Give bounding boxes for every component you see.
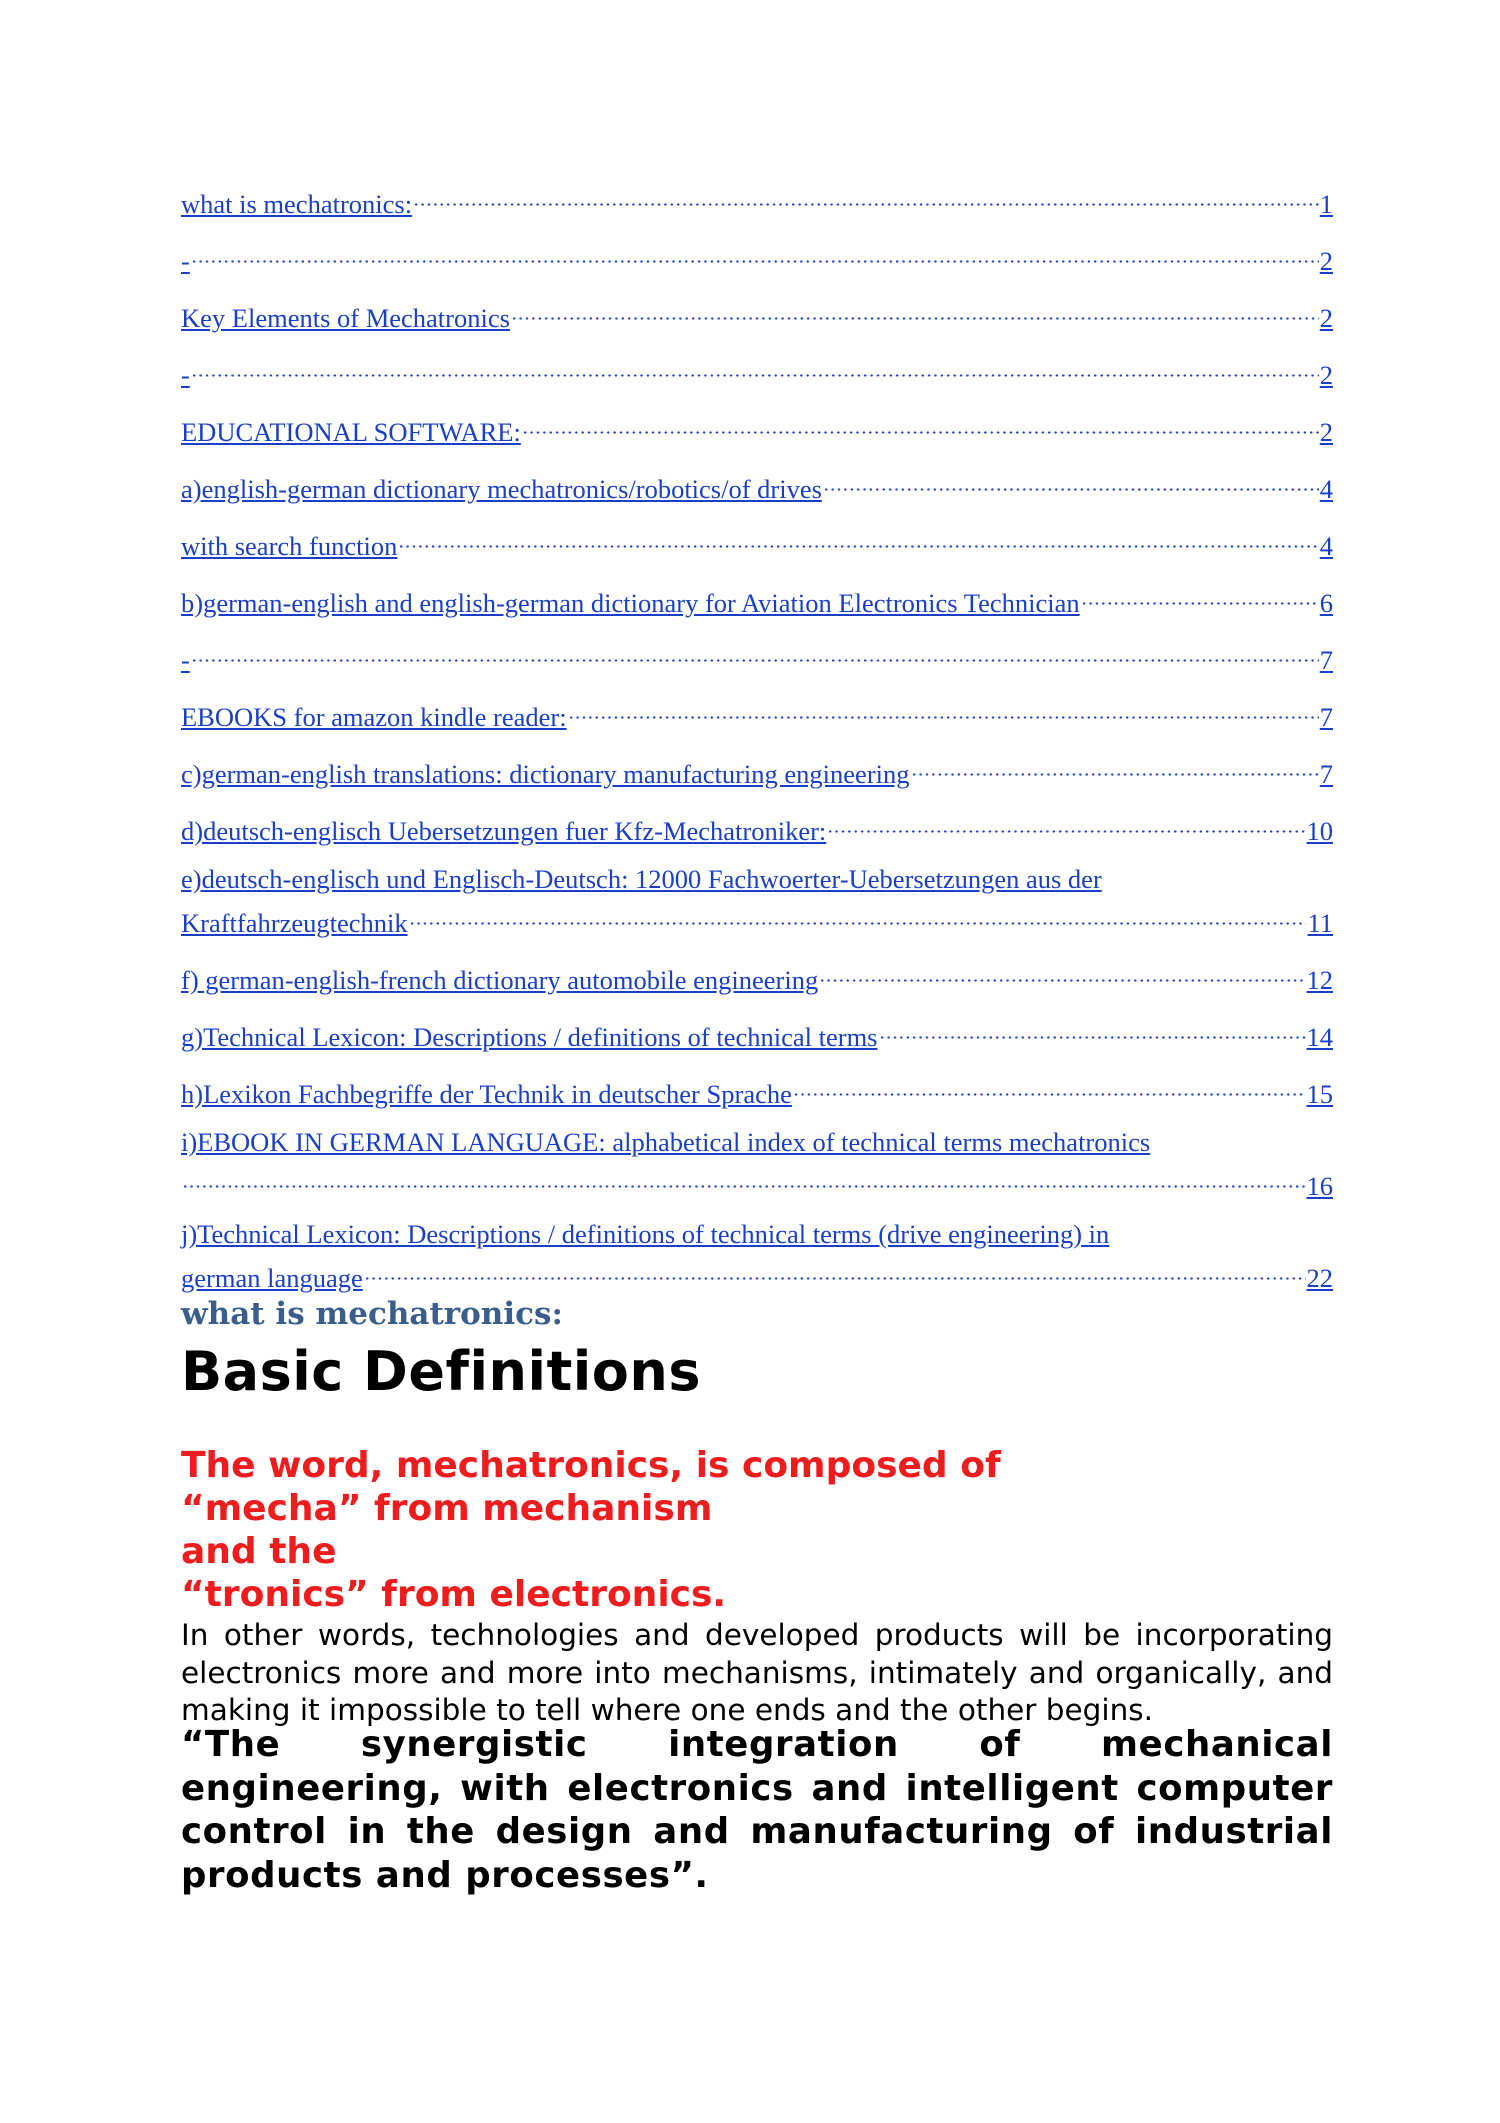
toc-entry-title: e)deutsch-englisch und Englisch-Deutsch: 12000 Fachwoerter-Uebersetzungen aus der — [181, 864, 1102, 894]
toc-leader-dots — [191, 634, 1319, 669]
toc-entry-title: c)german-english translations: dictionary manufacturing engineering — [181, 759, 910, 789]
highlight-line: “tronics” from electronics. — [181, 1574, 727, 1615]
toc-leader-dots — [511, 292, 1319, 327]
toc-entry-title: what is mechatronics: — [181, 189, 413, 219]
toc-leader-dots — [182, 1160, 1306, 1195]
toc-page-number: 2 — [1319, 246, 1333, 276]
table-of-contents — [181, 178, 1333, 1309]
toc-page-number: 11 — [1307, 908, 1333, 938]
toc-page-number: 2 — [1319, 417, 1333, 447]
toc-page-number: 14 — [1306, 1022, 1333, 1052]
toc-entry-title: EBOOKS for amazon kindle reader: — [181, 702, 567, 732]
toc-entry[interactable] — [181, 691, 1333, 735]
toc-entry[interactable] — [181, 406, 1333, 450]
toc-page-number: 16 — [1306, 1171, 1333, 1201]
toc-page-number: 10 — [1306, 816, 1333, 846]
toc-entry[interactable] — [181, 235, 1333, 279]
toc-page-number: 7 — [1319, 759, 1333, 789]
toc-leader-dots — [879, 1011, 1306, 1046]
toc-leader-dots — [398, 520, 1318, 555]
toc-leader-dots — [793, 1068, 1306, 1103]
definition-highlight — [181, 1444, 1001, 1616]
page-title: Basic Definitions — [181, 1340, 701, 1403]
toc-entry-title: f) german-english-french dictionary automobile engineering — [181, 965, 819, 995]
toc-entry[interactable] — [181, 1068, 1333, 1112]
toc-page-number: 2 — [1319, 360, 1333, 390]
body-paragraph: In other words, technologies and developed products will be incorporating electronics more and more into mechanisms, intimately and organically, and making it impossible to tell where one ends and the other begins. — [181, 1618, 1333, 1727]
toc-entry-title: - — [181, 645, 190, 675]
toc-page-number: 7 — [1319, 645, 1333, 675]
toc-entry[interactable] — [181, 349, 1333, 393]
toc-entry[interactable] — [181, 178, 1333, 222]
toc-entry-title: a)english-german dictionary mechatronics/robotics/of drives — [181, 474, 822, 504]
toc-entry-title: - — [181, 246, 190, 276]
definition-quote: “The synergistic integration of mechanical engineering, with electronics and intelligent computer control in the design and manufacturing of industrial products and processes”. — [181, 1724, 1333, 1896]
section-heading: what is mechatronics: — [181, 1296, 563, 1332]
toc-entry[interactable] — [181, 1011, 1333, 1055]
toc-leader-dots — [911, 748, 1319, 783]
toc-entry[interactable] — [181, 1125, 1333, 1204]
toc-leader-dots — [191, 349, 1319, 384]
toc-entry-title: j)Technical Lexicon: Descriptions / definitions of technical terms (drive engineering) in — [181, 1219, 1110, 1249]
toc-entry[interactable] — [181, 748, 1333, 792]
toc-entry-title: EDUCATIONAL SOFTWARE: — [181, 417, 521, 447]
toc-leader-dots — [827, 805, 1305, 840]
toc-page-number: 7 — [1319, 702, 1333, 732]
toc-entry[interactable] — [181, 577, 1333, 621]
toc-entry[interactable] — [181, 805, 1333, 849]
highlight-line: and the — [181, 1531, 337, 1572]
toc-entry-title: g)Technical Lexicon: Descriptions / definitions of technical terms — [181, 1022, 878, 1052]
toc-entry-title: b)german-english and english-german dictionary for Aviation Electronics Technician — [181, 588, 1080, 618]
toc-leader-dots — [409, 897, 1307, 932]
toc-leader-dots — [364, 1252, 1306, 1287]
toc-page-number: 4 — [1319, 531, 1333, 561]
toc-leader-dots — [1081, 577, 1319, 612]
toc-page-number: 1 — [1319, 189, 1333, 219]
toc-entry-title: - — [181, 360, 190, 390]
toc-entry-title: d)deutsch-englisch Uebersetzungen fuer Kfz-Mechatroniker: — [181, 816, 827, 846]
toc-leader-dots — [522, 406, 1319, 441]
toc-entry[interactable] — [181, 292, 1333, 336]
toc-leader-dots — [413, 178, 1319, 213]
toc-leader-dots — [819, 954, 1305, 989]
toc-leader-dots — [568, 691, 1319, 726]
toc-entry[interactable] — [181, 463, 1333, 507]
toc-entry-title: Key Elements of Mechatronics — [181, 303, 510, 333]
toc-page-number: 12 — [1306, 965, 1333, 995]
toc-entry-title: i)EBOOK IN GERMAN LANGUAGE: alphabetical index of technical terms mechatronics — [181, 1127, 1151, 1157]
highlight-line: The word, mechatronics, is composed of — [181, 1445, 1001, 1486]
toc-leader-dots — [191, 235, 1319, 270]
toc-page-number: 15 — [1306, 1079, 1333, 1109]
toc-entry[interactable] — [181, 1217, 1333, 1296]
toc-entry-title: with search function — [181, 531, 398, 561]
highlight-line: “mecha” from mechanism — [181, 1488, 713, 1529]
toc-page-number: 22 — [1306, 1263, 1333, 1293]
toc-page-number: 4 — [1319, 474, 1333, 504]
toc-entry[interactable] — [181, 634, 1333, 678]
toc-entry-title-continued: german language — [181, 1263, 363, 1293]
toc-entry[interactable] — [181, 520, 1333, 564]
toc-leader-dots — [823, 463, 1319, 498]
toc-entry-title-continued: Kraftfahrzeugtechnik — [181, 908, 408, 938]
toc-entry[interactable] — [181, 862, 1333, 941]
toc-page-number: 2 — [1319, 303, 1333, 333]
toc-entry-title: h)Lexikon Fachbegriffe der Technik in deutscher Sprache — [181, 1079, 792, 1109]
toc-page-number: 6 — [1319, 588, 1333, 618]
toc-entry[interactable] — [181, 954, 1333, 998]
